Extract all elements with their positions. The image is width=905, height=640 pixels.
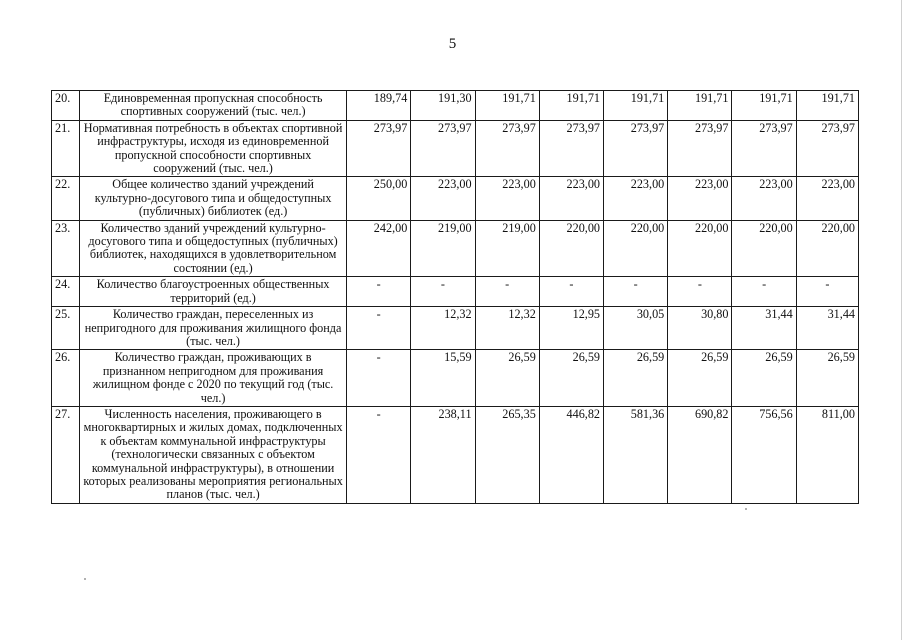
row-number: 21. [52,120,80,177]
table-row [52,277,859,307]
indicator-value: 26,59 [475,350,539,407]
indicator-name: Количество благоустроенных общественных территорий (ед.) [80,277,347,307]
table-row [52,120,859,177]
table-row [52,177,859,220]
scan-dust-mark [745,508,747,510]
indicator-value: 223,00 [475,177,539,220]
indicator-value: 273,97 [732,120,796,177]
scan-dust-mark [84,578,86,580]
indicator-value: 238,11 [411,406,475,503]
indicator-value: 191,71 [539,91,603,121]
row-number: 24. [52,277,80,307]
indicator-value: - [604,277,668,307]
indicator-value: 12,95 [539,307,603,350]
indicator-value: 220,00 [604,220,668,277]
table-row [52,220,859,277]
indicator-value: 273,97 [604,120,668,177]
indicator-value: 12,32 [411,307,475,350]
indicator-value: 12,32 [475,307,539,350]
indicator-value: 756,56 [732,406,796,503]
indicator-value: 219,00 [475,220,539,277]
indicators-table [51,90,859,504]
table-row [52,406,859,503]
indicator-value: 273,97 [539,120,603,177]
indicator-value: 191,71 [475,91,539,121]
indicator-value: 223,00 [411,177,475,220]
indicator-value: 273,97 [475,120,539,177]
indicator-name: Численность населения, проживающего в многоквартирных и жилых домах, подключенных к объектам коммунальной инфраструктуры (технологически связанных с объектом коммунальной инфраструктуры), в отношении которых реализованы мероприятия региональных планов (тыс. чел.) [80,406,347,503]
indicator-value: 191,71 [604,91,668,121]
indicator-name: Нормативная потребность в объектах спортивной инфраструктуры, исходя из единовременной пропускной способности спортивных сооружений (тыс. чел.) [80,120,347,177]
indicator-name: Количество граждан, проживающих в признанном непригодном для проживания жилищном фонде с 2020 по текущий год (тыс. чел.) [80,350,347,407]
indicator-value: 273,97 [796,120,858,177]
indicator-value: - [539,277,603,307]
row-number: 22. [52,177,80,220]
indicator-value: 31,44 [732,307,796,350]
indicator-value: 191,71 [732,91,796,121]
indicator-value: 30,80 [668,307,732,350]
indicator-value: - [347,277,411,307]
indicator-value: 220,00 [732,220,796,277]
indicator-value: 30,05 [604,307,668,350]
indicator-value: - [347,406,411,503]
indicator-name: Количество граждан, переселенных из непригодного для проживания жилищного фонда (тыс. чел.) [80,307,347,350]
indicator-value: 223,00 [604,177,668,220]
indicator-value: - [347,350,411,407]
row-number: 27. [52,406,80,503]
indicator-value: 191,71 [796,91,858,121]
indicator-value: 242,00 [347,220,411,277]
table-row [52,350,859,407]
indicator-value: 273,97 [347,120,411,177]
row-number: 20. [52,91,80,121]
indicator-value: 223,00 [732,177,796,220]
indicator-value: 26,59 [539,350,603,407]
indicator-value: 223,00 [539,177,603,220]
indicator-value: - [668,277,732,307]
indicator-value: - [732,277,796,307]
indicator-value: 223,00 [796,177,858,220]
indicator-value: 220,00 [796,220,858,277]
indicator-value: 581,36 [604,406,668,503]
row-number: 23. [52,220,80,277]
indicator-name: Единовременная пропускная способность спортивных сооружений (тыс. чел.) [80,91,347,121]
indicator-value: 811,00 [796,406,858,503]
indicator-value: 446,82 [539,406,603,503]
indicator-value: 31,44 [796,307,858,350]
indicator-value: 250,00 [347,177,411,220]
indicator-value: 26,59 [668,350,732,407]
indicator-name: Общее количество зданий учреждений культурно-досугового типа и общедоступных (публичных) библиотек (ед.) [80,177,347,220]
table-row [52,307,859,350]
row-number: 25. [52,307,80,350]
indicator-value: 191,71 [668,91,732,121]
indicator-value: 26,59 [604,350,668,407]
indicator-name: Количество зданий учреждений культурно-досугового типа и общедоступных (публичных) библиотек, находящихся в удовлетворительном состоянии (ед.) [80,220,347,277]
indicator-value: 191,30 [411,91,475,121]
indicator-value: 219,00 [411,220,475,277]
indicator-value: - [475,277,539,307]
indicator-value: 220,00 [668,220,732,277]
table-row [52,91,859,121]
indicator-value: 265,35 [475,406,539,503]
indicator-value: 26,59 [732,350,796,407]
indicator-value: 223,00 [668,177,732,220]
indicator-value: 273,97 [668,120,732,177]
indicator-value: 189,74 [347,91,411,121]
table-body [52,91,859,504]
indicator-value: 220,00 [539,220,603,277]
indicator-value: 15,59 [411,350,475,407]
row-number: 26. [52,350,80,407]
indicator-value: - [411,277,475,307]
scan-edge-line [901,0,902,640]
indicator-value: - [347,307,411,350]
indicator-value: 26,59 [796,350,858,407]
indicator-value: - [796,277,858,307]
indicator-value: 273,97 [411,120,475,177]
indicator-value: 690,82 [668,406,732,503]
page-number: 5 [448,36,457,52]
